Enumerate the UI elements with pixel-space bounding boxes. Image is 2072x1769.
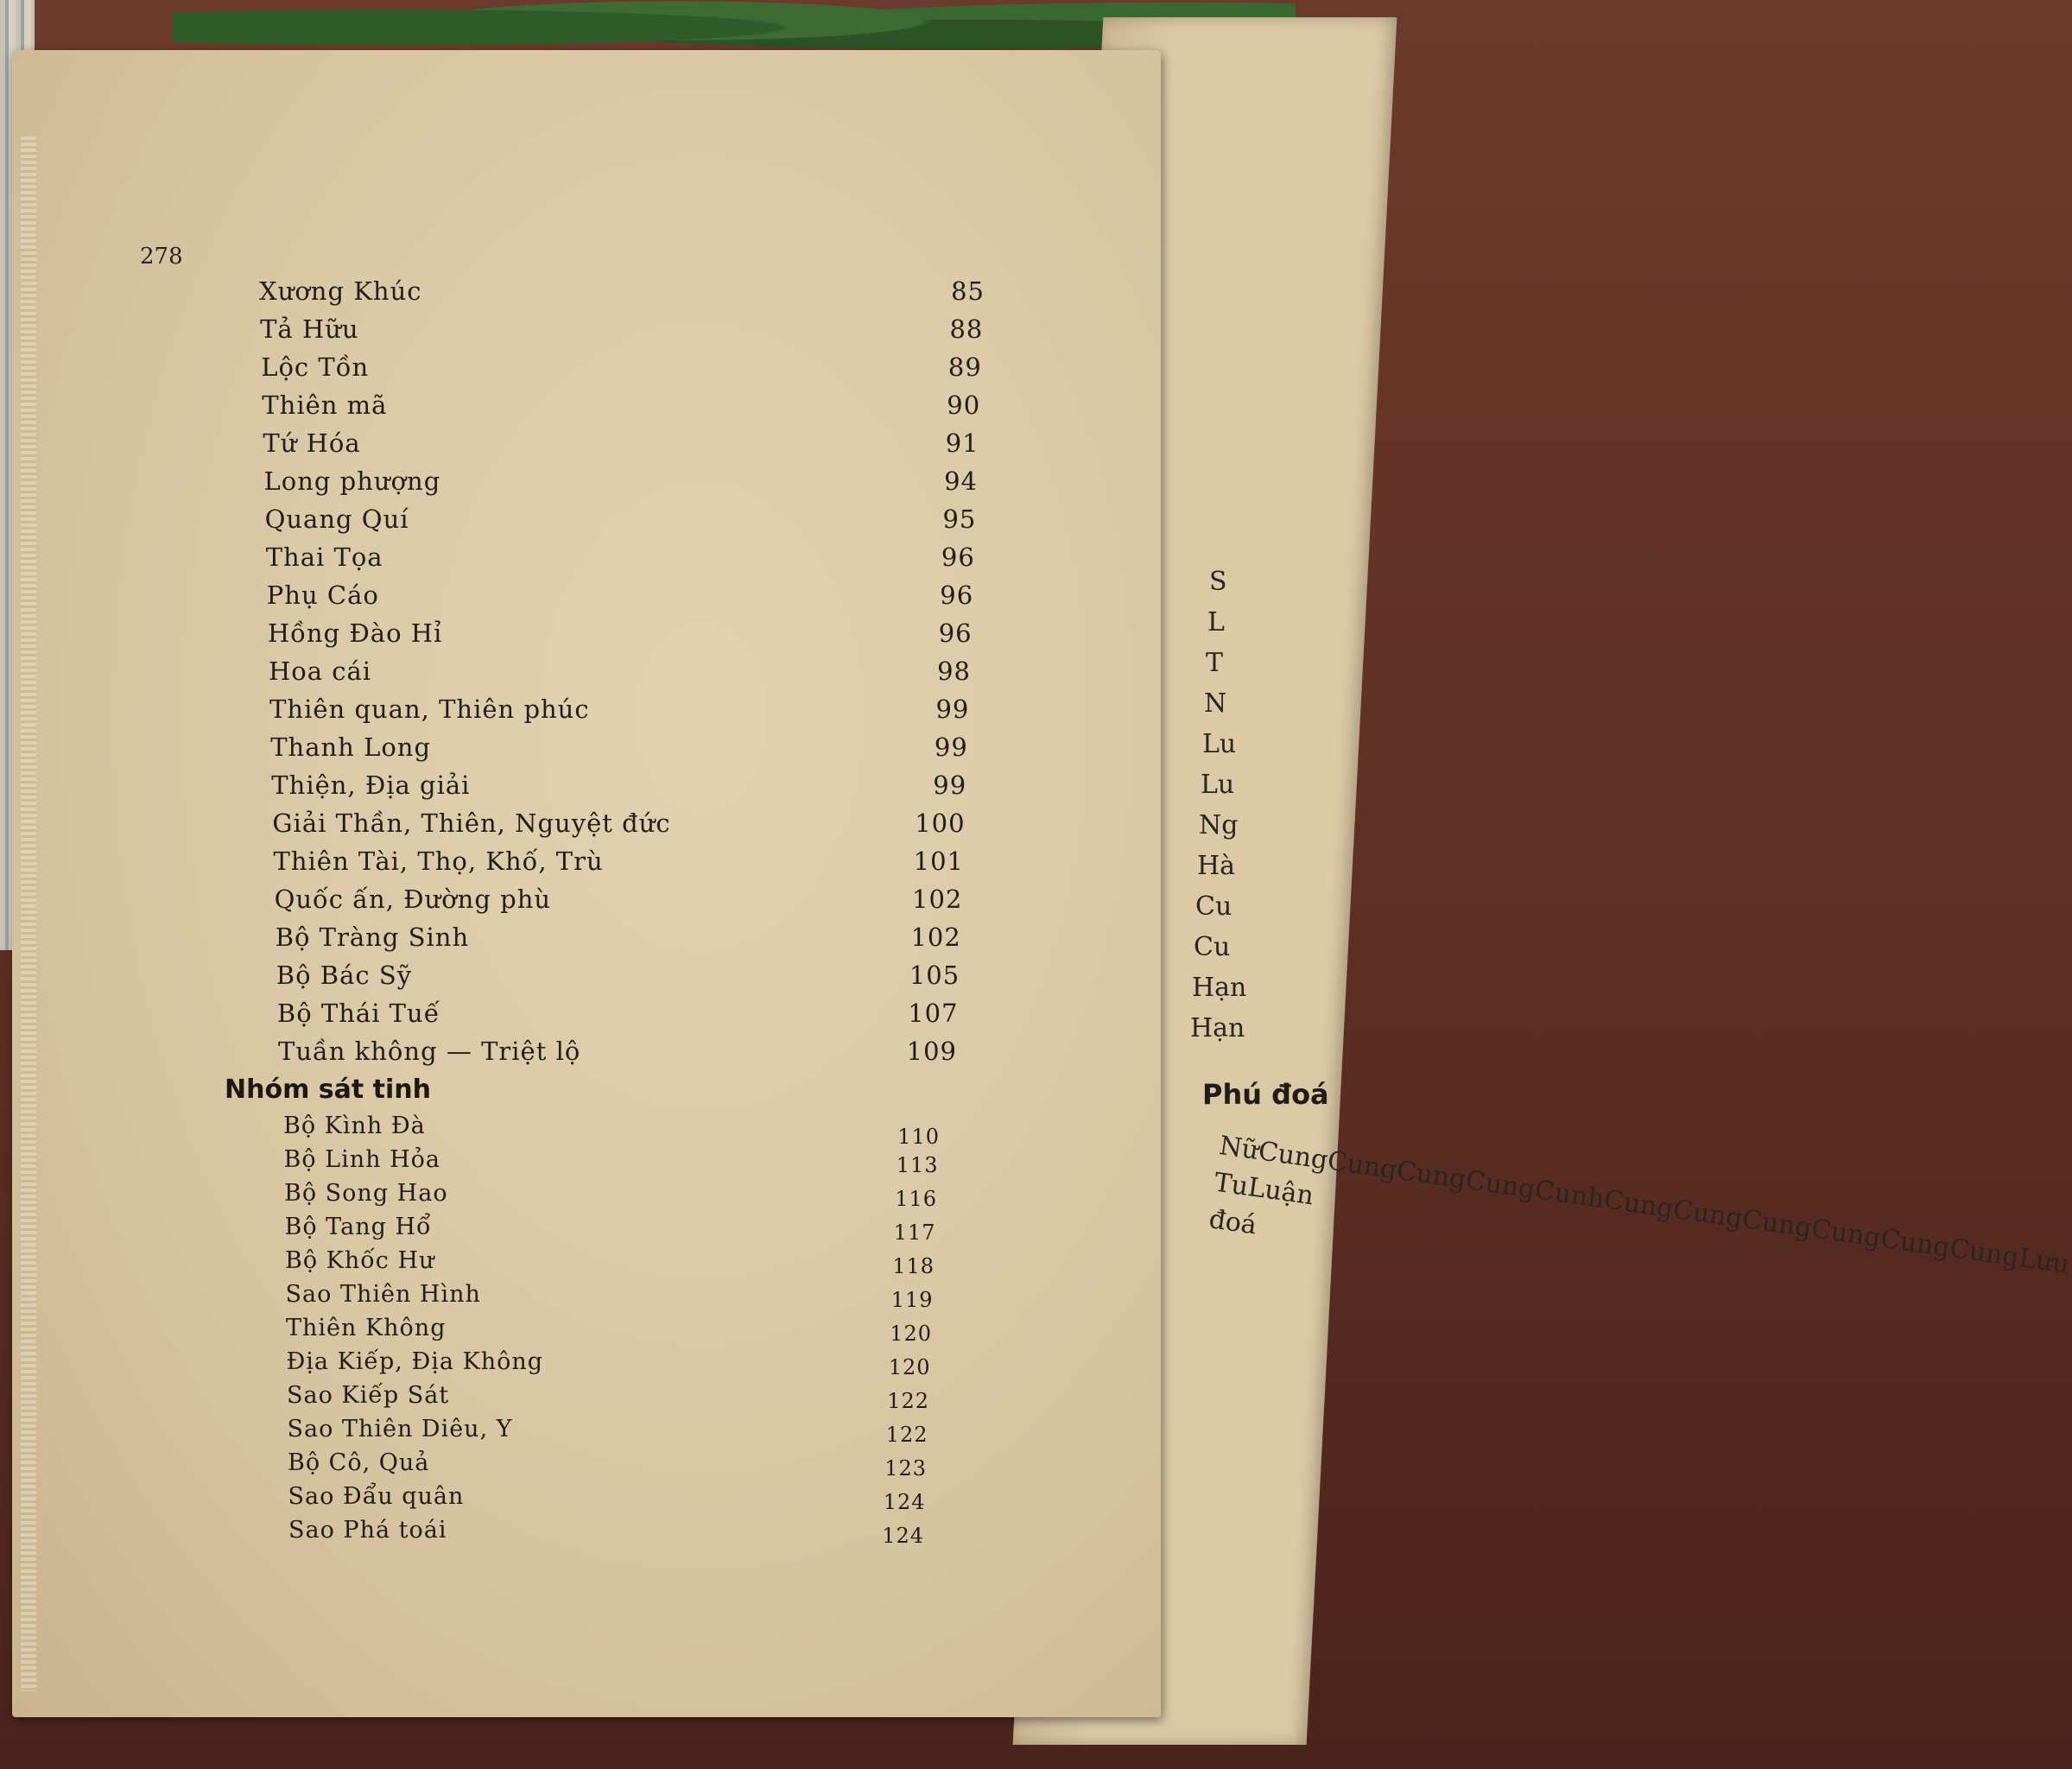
toc-entry bbox=[259, 732, 967, 770]
toc-entry bbox=[259, 314, 984, 352]
toc-entry bbox=[259, 1416, 967, 1449]
toc-entry-page: 98 bbox=[937, 656, 971, 686]
toc-entry-title: Sao Thiên Diêu, Y bbox=[287, 1416, 513, 1442]
toc-entry-page: 95 bbox=[942, 504, 977, 534]
right-page-line: Cu bbox=[1194, 932, 1231, 962]
toc-entry-page: 113 bbox=[896, 1153, 939, 1177]
toc-entry-page: 100 bbox=[915, 808, 966, 838]
toc-entry-page: 122 bbox=[885, 1423, 928, 1447]
toc-entry-page: 99 bbox=[935, 694, 970, 724]
right-page-line: Cung bbox=[1325, 1145, 1399, 1186]
toc-entry-title: Sao Đẩu quân bbox=[288, 1483, 465, 1510]
toc-entry-page: 91 bbox=[945, 428, 979, 458]
toc-entry-page: 88 bbox=[949, 314, 984, 344]
toc-entry-page: 102 bbox=[910, 923, 961, 952]
toc-entry-title: Sao Kiếp Sát bbox=[287, 1382, 450, 1409]
toc-entry bbox=[259, 1214, 967, 1247]
toc-entry-title: Giải Thần, Thiên, Nguyệt đức bbox=[272, 808, 671, 838]
toc-entry bbox=[259, 466, 978, 504]
toc-entry-title: Sao Phá toái bbox=[288, 1517, 447, 1544]
toc-entry-title: Thiên Tài, Thọ, Khố, Trù bbox=[273, 846, 604, 876]
right-page-line: T bbox=[1206, 648, 1224, 678]
toc-entry-title: Long phượng bbox=[263, 466, 441, 496]
toc-entry-page: 96 bbox=[938, 618, 973, 648]
right-page-line: Hạn bbox=[1192, 973, 1247, 1003]
toc-entry-title: Lộc Tồn bbox=[261, 352, 370, 382]
right-page-line: Cunh bbox=[1532, 1175, 1606, 1215]
toc-entry bbox=[259, 923, 967, 961]
toc-entry bbox=[259, 1146, 967, 1180]
right-page-text-bottom bbox=[1207, 1127, 2071, 1280]
section-entries bbox=[259, 1113, 967, 1550]
toc-entry-page: 116 bbox=[895, 1187, 937, 1211]
toc-entry-page: 96 bbox=[941, 542, 975, 572]
right-page-line: S bbox=[1209, 567, 1227, 597]
toc-entry-title: Bộ Cô, Quả bbox=[288, 1449, 430, 1476]
toc-entry bbox=[259, 542, 975, 580]
toc-entry bbox=[259, 1037, 967, 1075]
toc-entry bbox=[259, 961, 967, 999]
toc-entry-page: 109 bbox=[906, 1037, 957, 1066]
toc-entry-page: 89 bbox=[947, 352, 982, 382]
page-number: 278 bbox=[140, 244, 183, 269]
toc-entry-title: Sao Thiên Hình bbox=[285, 1281, 481, 1308]
toc-entry-page: 122 bbox=[887, 1389, 929, 1413]
toc-entry-page: 99 bbox=[933, 770, 967, 800]
toc-entry-page: 101 bbox=[913, 846, 964, 876]
toc-entry-title: Địa Kiếp, Địa Không bbox=[286, 1348, 544, 1375]
toc-entry-page: 118 bbox=[892, 1254, 935, 1278]
toc-entry-title: Hồng Đào Hỉ bbox=[267, 618, 443, 648]
toc-entry-title: Xương Khúc bbox=[259, 276, 422, 306]
toc-entry bbox=[259, 846, 967, 884]
right-page-line: Cung bbox=[1948, 1233, 2021, 1273]
toc-entry bbox=[259, 580, 974, 618]
toc-entry-title: Tả Hữu bbox=[260, 314, 359, 344]
toc-entry-page: 119 bbox=[890, 1288, 934, 1312]
toc-entry-title: Bộ Tràng Sinh bbox=[275, 923, 470, 952]
toc-entry-title: Bộ Tang Hổ bbox=[284, 1214, 432, 1240]
toc-entry bbox=[259, 1315, 967, 1348]
toc-entry-title: Hoa cái bbox=[269, 656, 372, 686]
right-page-line: Lu bbox=[1201, 770, 1235, 800]
toc-entry-page: 105 bbox=[909, 961, 960, 990]
toc-entry-title: Bộ Linh Hỏa bbox=[283, 1146, 441, 1173]
toc-entry bbox=[259, 1113, 967, 1149]
toc-entry-title: Quốc ấn, Đường phù bbox=[274, 884, 552, 914]
page-edge bbox=[21, 136, 36, 1691]
toc-entry-title: Thiên mã bbox=[262, 390, 388, 420]
toc-entry bbox=[259, 352, 982, 390]
toc-entry-page: 123 bbox=[884, 1456, 927, 1481]
right-page-line: Ng bbox=[1199, 810, 1239, 840]
toc-entry-page: 124 bbox=[882, 1524, 924, 1548]
toc-entry bbox=[259, 428, 979, 466]
right-page-line: Lưu Tu bbox=[1212, 1167, 2071, 1280]
right-page-line: Cung bbox=[1256, 1136, 1330, 1176]
toc-entry-title: Quang Quí bbox=[264, 504, 409, 534]
right-page-line: Cung bbox=[1463, 1165, 1537, 1205]
right-page-line: N bbox=[1204, 688, 1227, 719]
toc-entry-page: 85 bbox=[951, 276, 985, 306]
toc-entry-title: Thiên Không bbox=[286, 1315, 447, 1341]
section-heading-text: Nhóm sát tinh bbox=[225, 1075, 432, 1105]
toc-entry-title: Tuần không — Triệt lộ bbox=[278, 1037, 581, 1066]
right-page-line: Hạn bbox=[1190, 1013, 1245, 1043]
toc-entry bbox=[259, 618, 973, 656]
toc-entry-title: Bộ Song Hao bbox=[284, 1180, 448, 1207]
toc-entry-page: 96 bbox=[940, 580, 974, 610]
toc-entry-title: Thiện, Địa giải bbox=[271, 770, 471, 800]
toc-entry bbox=[259, 1247, 967, 1281]
toc-entry bbox=[259, 1449, 967, 1483]
toc-entry-page: 90 bbox=[947, 390, 981, 420]
toc-entry-page: 120 bbox=[890, 1322, 932, 1346]
right-page-line: Nữ bbox=[1217, 1130, 1261, 1166]
toc-entry bbox=[259, 694, 970, 732]
toc-entry-page: 107 bbox=[908, 999, 959, 1028]
toc-entry bbox=[259, 1180, 967, 1214]
toc-entry-page: 99 bbox=[934, 732, 968, 762]
toc-entry bbox=[259, 1348, 967, 1382]
toc-entry-title: Bộ Kình Đà bbox=[283, 1113, 426, 1139]
toc-entry-page: 94 bbox=[944, 466, 978, 496]
right-page-line: Cung bbox=[1670, 1194, 1745, 1234]
toc-entry-title: Bộ Thái Tuế bbox=[276, 999, 440, 1028]
toc-entry-title: Thiên quan, Thiên phúc bbox=[269, 694, 590, 724]
toc-entry bbox=[259, 504, 977, 542]
toc-entry bbox=[259, 999, 967, 1037]
toc-entry-title: Phụ Cáo bbox=[266, 580, 379, 610]
toc-entry bbox=[259, 808, 967, 846]
toc-entry-title: Thai Tọa bbox=[265, 542, 383, 572]
toc-entry-page: 117 bbox=[893, 1221, 936, 1245]
toc-entry bbox=[259, 1281, 967, 1315]
toc-entry-page: 120 bbox=[888, 1355, 931, 1379]
right-page-text-top bbox=[1190, 561, 1330, 1049]
toc-entry bbox=[259, 884, 967, 923]
right-page-heading: Phú đoá bbox=[1202, 1078, 1329, 1111]
toc-entry-page: 124 bbox=[883, 1490, 926, 1514]
toc-entry-page: 102 bbox=[912, 884, 963, 914]
table-of-contents bbox=[225, 276, 985, 1550]
toc-entry bbox=[259, 656, 971, 694]
toc-entry bbox=[259, 276, 985, 314]
toc-entry-page: 110 bbox=[897, 1125, 940, 1149]
toc-entry bbox=[259, 1382, 967, 1416]
toc-entry bbox=[259, 390, 981, 428]
toc-entry bbox=[259, 770, 967, 808]
right-page-line: Cung bbox=[1601, 1184, 1676, 1225]
right-page-line: Cung bbox=[1739, 1204, 1814, 1244]
toc-entry bbox=[259, 1517, 967, 1550]
toc-entry-title: Bộ Khốc Hư bbox=[285, 1247, 435, 1274]
right-page-line: Hà bbox=[1197, 851, 1236, 881]
toc-entry-title: Thanh Long bbox=[270, 732, 432, 762]
right-page-line: Cu bbox=[1195, 891, 1232, 922]
section-heading bbox=[225, 1075, 967, 1113]
toc-entry bbox=[259, 1483, 967, 1517]
right-page-line: Cung bbox=[1879, 1223, 1952, 1264]
toc-entry-title: Bộ Bác Sỹ bbox=[276, 961, 413, 990]
right-page-line: Cung bbox=[1809, 1214, 1883, 1254]
toc-entry-title: Tứ Hóa bbox=[263, 428, 361, 458]
right-page-line: Cung bbox=[1394, 1155, 1468, 1195]
right-page-line: L bbox=[1207, 607, 1225, 637]
right-page-line: Lu bbox=[1202, 729, 1237, 759]
right-page-line: Luận đoá bbox=[1207, 1172, 1316, 1241]
